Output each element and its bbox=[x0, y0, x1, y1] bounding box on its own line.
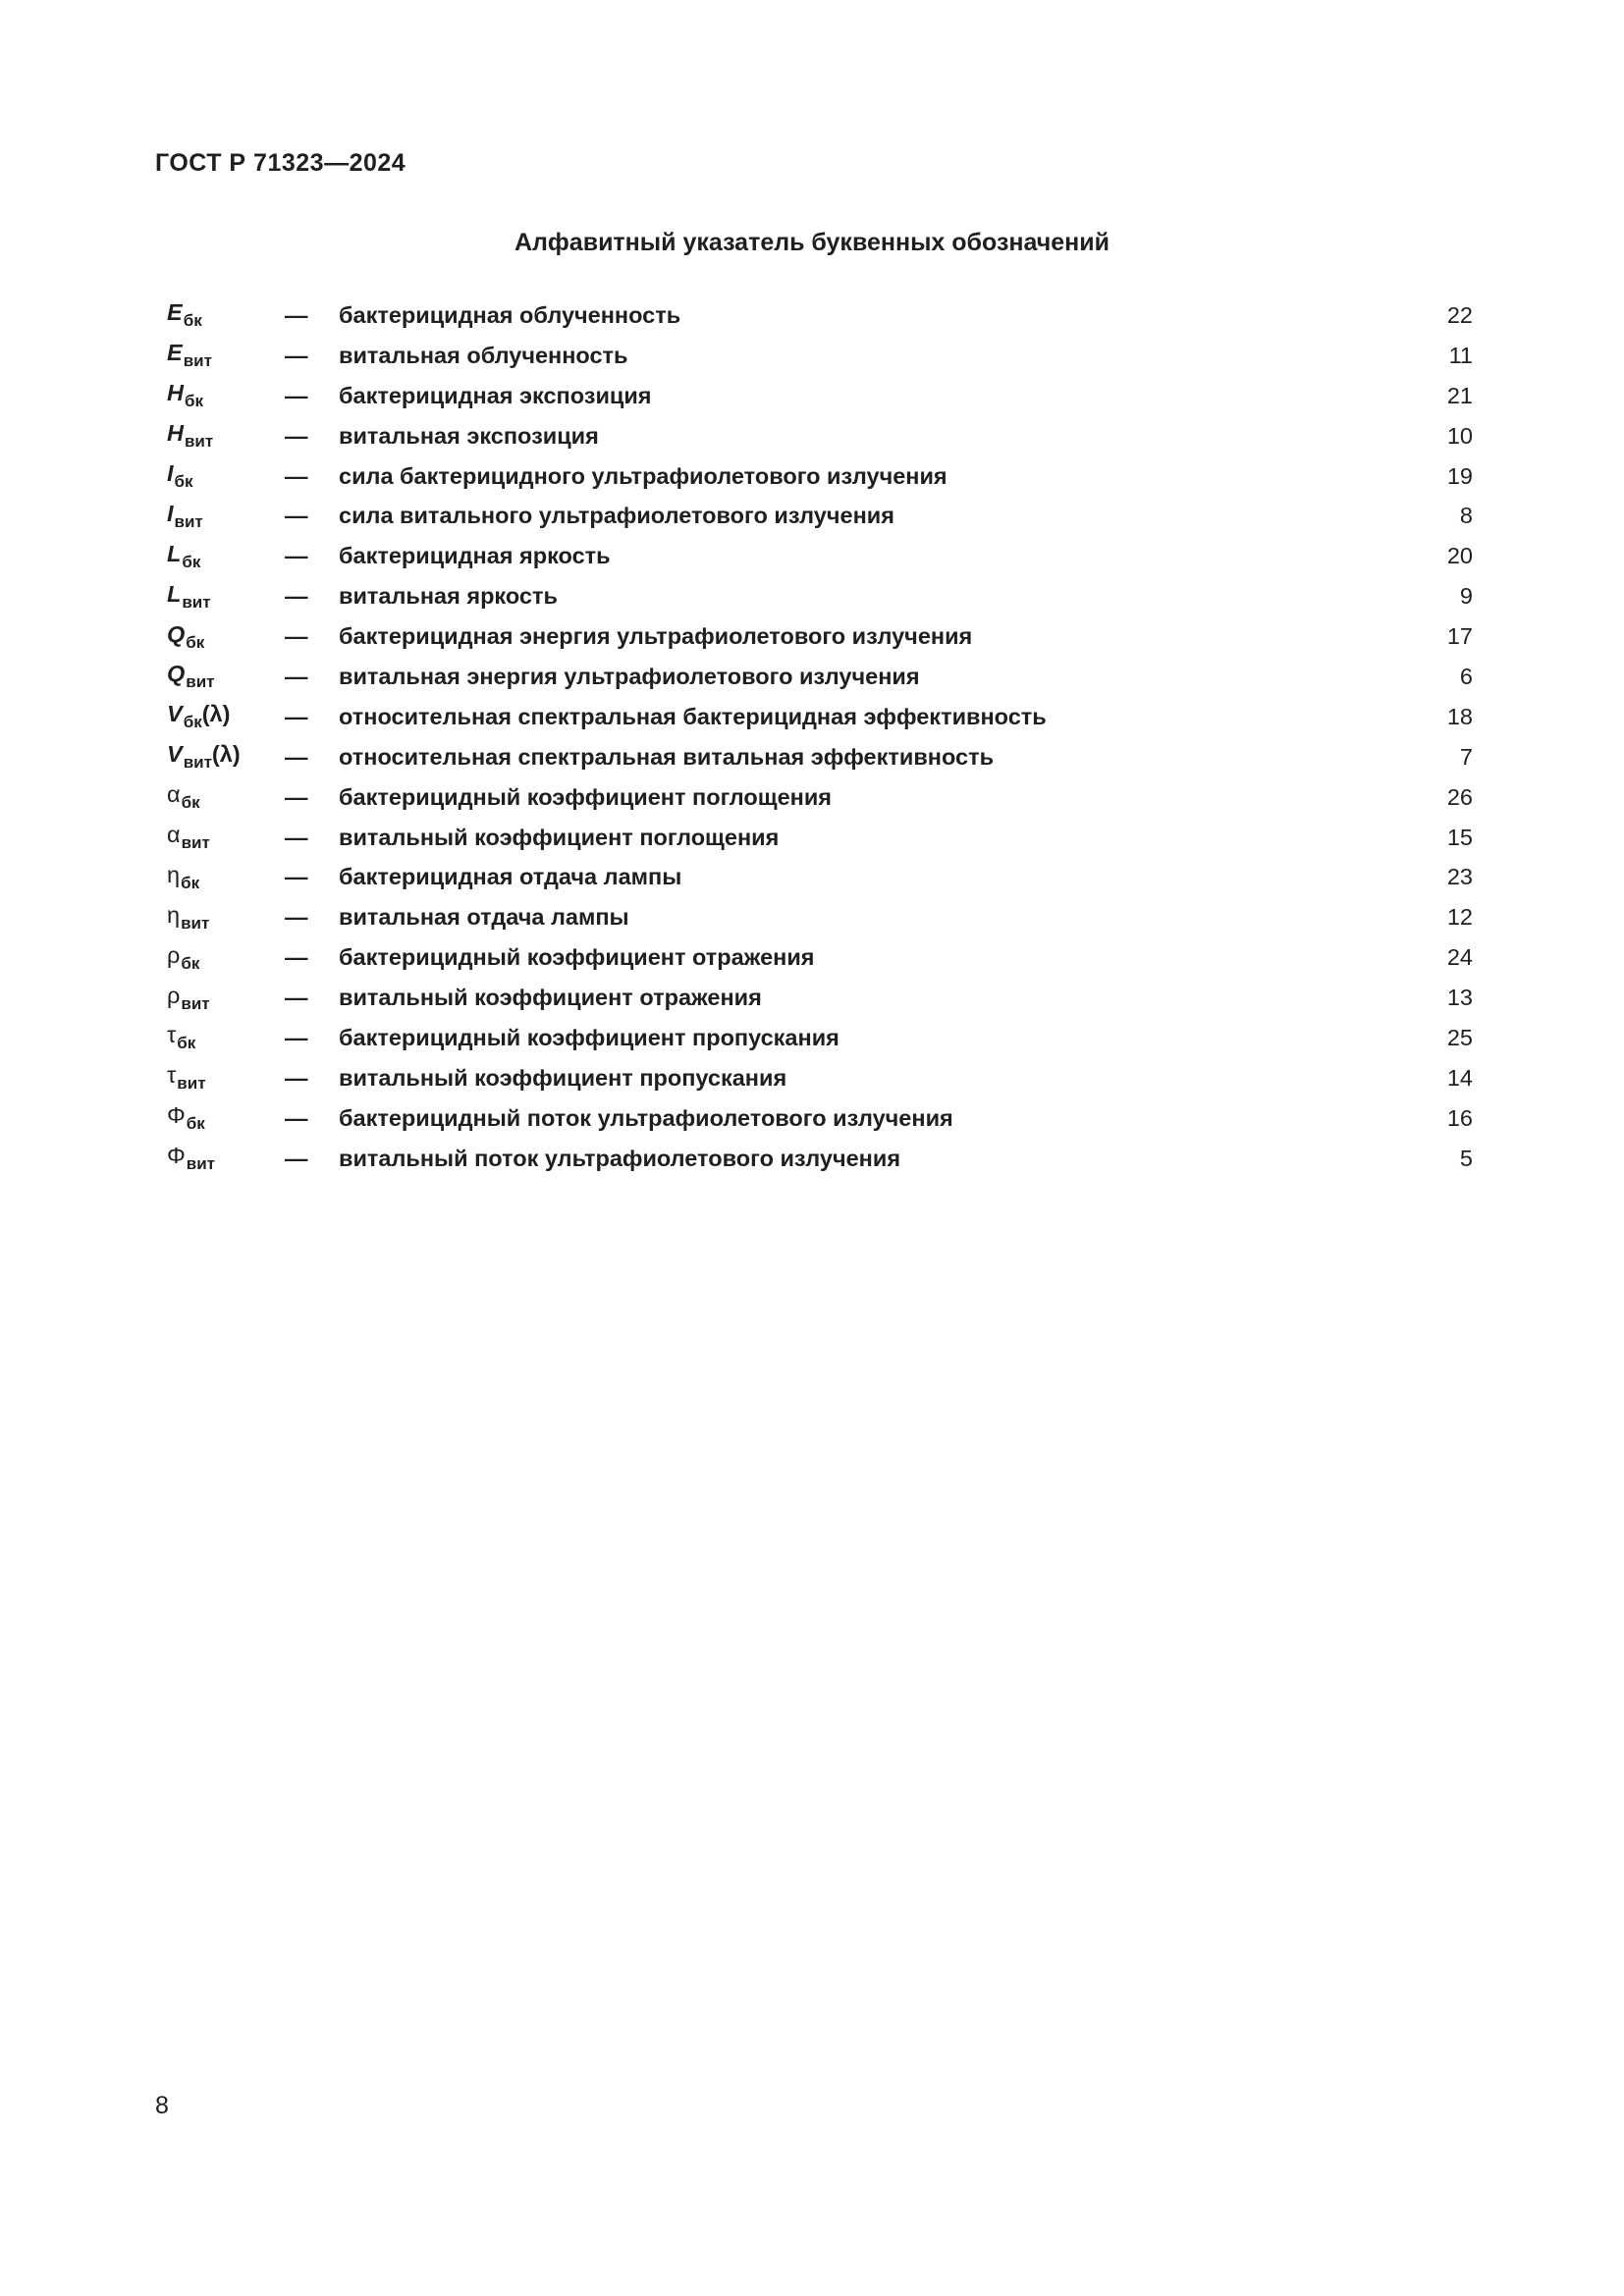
entry-symbol bbox=[167, 777, 285, 818]
index-entry-row bbox=[167, 818, 1473, 858]
entry-dash: — bbox=[285, 1064, 308, 1091]
symbol-subscript: бк bbox=[186, 1114, 205, 1134]
index-entry-row bbox=[167, 376, 1473, 416]
symbol-letter: L bbox=[167, 540, 182, 566]
entry-symbol bbox=[167, 697, 285, 737]
entry-symbol bbox=[167, 897, 285, 937]
entry-page-ref: 9 bbox=[1459, 583, 1473, 610]
symbol-letter: V bbox=[167, 701, 183, 727]
index-entry-row bbox=[167, 416, 1473, 456]
entry-description: бактерицидная облученность bbox=[339, 301, 681, 328]
entry-symbol bbox=[167, 857, 285, 897]
index-entry-row bbox=[167, 496, 1473, 536]
entry-symbol bbox=[167, 416, 285, 456]
entry-dash: — bbox=[285, 743, 308, 770]
index-entry-row bbox=[167, 978, 1473, 1018]
entry-dash: — bbox=[285, 824, 308, 850]
entry-dash: — bbox=[285, 864, 308, 890]
symbol-subscript: вит bbox=[181, 833, 210, 853]
symbol-index-body bbox=[167, 295, 1473, 1179]
entry-page-ref: 6 bbox=[1459, 663, 1473, 689]
symbol-subscript: бк bbox=[181, 953, 200, 973]
index-entry-row bbox=[167, 536, 1473, 576]
entry-description: бактерицидный коэффициент поглощения bbox=[339, 783, 832, 810]
entry-description: бактерицидная отдача лампы bbox=[339, 864, 682, 890]
entry-description: бактерицидная яркость bbox=[339, 543, 611, 569]
symbol-letter: L bbox=[167, 580, 182, 607]
entry-symbol bbox=[167, 1058, 285, 1098]
entry-symbol bbox=[167, 576, 285, 616]
entry-symbol bbox=[167, 818, 285, 858]
symbol-subscript: бк bbox=[181, 873, 200, 892]
symbol-letter: E bbox=[167, 299, 183, 326]
entry-symbol bbox=[167, 456, 285, 497]
entry-dash: — bbox=[285, 1024, 308, 1050]
entry-dash: — bbox=[285, 985, 308, 1011]
entry-page-ref: 13 bbox=[1446, 985, 1473, 1011]
entry-page-ref: 23 bbox=[1446, 864, 1473, 890]
symbol-letter: I bbox=[167, 460, 174, 486]
entry-page-ref: 8 bbox=[1459, 503, 1473, 529]
entry-symbol bbox=[167, 737, 285, 777]
entry-dash: — bbox=[285, 623, 308, 650]
entry-description: витальный коэффициент поглощения bbox=[339, 824, 780, 850]
entry-description: относительная спектральная витальная эффективность bbox=[339, 743, 995, 770]
entry-dash: — bbox=[285, 503, 308, 529]
symbol-letter: I bbox=[167, 500, 174, 526]
symbol-subscript: вит bbox=[184, 432, 214, 452]
entry-dash: — bbox=[285, 1145, 308, 1171]
entry-dash: — bbox=[285, 543, 308, 569]
entry-dash: — bbox=[285, 1104, 308, 1131]
entry-dash: — bbox=[285, 783, 308, 810]
entry-description: витальная облученность bbox=[339, 342, 628, 368]
entry-description: бактерицидная экспозиция bbox=[339, 382, 652, 408]
entry-dash: — bbox=[285, 301, 308, 328]
entry-dash: — bbox=[285, 462, 308, 489]
index-entry-row bbox=[167, 777, 1473, 818]
entry-page-ref: 19 bbox=[1446, 462, 1473, 489]
entry-description: бактерицидный коэффициент пропускания bbox=[339, 1024, 839, 1050]
symbol-subscript: вит bbox=[183, 351, 212, 371]
entry-dash: — bbox=[285, 583, 308, 610]
symbol-subscript: вит bbox=[186, 1154, 215, 1174]
symbol-suffix: (λ) bbox=[201, 701, 231, 727]
symbol-subscript: вит bbox=[181, 913, 210, 933]
symbol-subscript: вит bbox=[183, 753, 212, 773]
symbol-suffix: (λ) bbox=[211, 741, 241, 768]
entry-page-ref: 5 bbox=[1459, 1145, 1473, 1171]
entry-page-ref: 16 bbox=[1446, 1104, 1473, 1131]
symbol-subscript: вит bbox=[177, 1074, 206, 1094]
symbol-letter: η bbox=[167, 861, 181, 887]
symbol-letter: η bbox=[167, 901, 181, 928]
symbol-letter: Φ bbox=[167, 1102, 186, 1129]
entry-symbol bbox=[167, 536, 285, 576]
symbol-subscript: бк bbox=[186, 632, 205, 652]
symbol-subscript: бк bbox=[174, 472, 193, 491]
symbol-index-table bbox=[167, 295, 1473, 1179]
index-title: Алфавитный указатель буквенных обозначений bbox=[514, 229, 1110, 256]
document-code: ГОСТ Р 71323—2024 bbox=[155, 149, 406, 177]
index-entry-row bbox=[167, 1139, 1473, 1179]
entry-description: витальная отдача лампы bbox=[339, 904, 629, 931]
entry-page-ref: 10 bbox=[1446, 422, 1473, 449]
symbol-subscript: вит bbox=[182, 592, 211, 612]
index-entry-row bbox=[167, 456, 1473, 497]
entry-page-ref: 25 bbox=[1446, 1024, 1473, 1050]
page-number: 8 bbox=[155, 2092, 169, 2119]
symbol-letter: Q bbox=[167, 620, 186, 647]
entry-description: витальная яркость bbox=[339, 583, 558, 610]
entry-dash: — bbox=[285, 342, 308, 368]
symbol-letter: α bbox=[167, 822, 181, 848]
entry-page-ref: 21 bbox=[1446, 382, 1473, 408]
entry-dash: — bbox=[285, 944, 308, 971]
entry-dash: — bbox=[285, 663, 308, 689]
index-entry-row bbox=[167, 336, 1473, 376]
symbol-letter: H bbox=[167, 420, 184, 447]
entry-description: витальный коэффициент пропускания bbox=[339, 1064, 787, 1091]
entry-page-ref: 26 bbox=[1446, 783, 1473, 810]
entry-description: витальный поток ультрафиолетового излучения bbox=[339, 1145, 901, 1171]
entry-page-ref: 22 bbox=[1446, 301, 1473, 328]
entry-page-ref: 7 bbox=[1459, 743, 1473, 770]
index-entry-row bbox=[167, 1058, 1473, 1098]
symbol-letter: Q bbox=[167, 661, 186, 687]
index-entry-row bbox=[167, 737, 1473, 777]
index-entry-row bbox=[167, 657, 1473, 697]
entry-description: сила бактерицидного ультрафиолетового излучения bbox=[339, 462, 947, 489]
entry-symbol bbox=[167, 1098, 285, 1139]
symbol-letter: Φ bbox=[167, 1143, 186, 1169]
entry-symbol bbox=[167, 978, 285, 1018]
entry-description: сила витального ультрафиолетового излучения bbox=[339, 503, 894, 529]
symbol-subscript: бк bbox=[183, 713, 202, 732]
entry-dash: — bbox=[285, 422, 308, 449]
symbol-letter: V bbox=[167, 741, 183, 768]
symbol-subscript: бк bbox=[177, 1034, 196, 1053]
entry-description: бактерицидный поток ультрафиолетового излучения bbox=[339, 1104, 953, 1131]
entry-description: витальная экспозиция bbox=[339, 422, 599, 449]
entry-dash: — bbox=[285, 703, 308, 729]
index-entry-row bbox=[167, 1098, 1473, 1139]
entry-symbol bbox=[167, 1018, 285, 1058]
index-entry-row bbox=[167, 857, 1473, 897]
entry-symbol bbox=[167, 376, 285, 416]
entry-page-ref: 12 bbox=[1446, 904, 1473, 931]
symbol-subscript: бк bbox=[183, 311, 202, 331]
symbol-letter: H bbox=[167, 380, 184, 406]
symbol-letter: α bbox=[167, 781, 181, 808]
index-entry-row bbox=[167, 697, 1473, 737]
entry-symbol bbox=[167, 616, 285, 657]
symbol-letter: ρ bbox=[167, 982, 181, 1008]
entry-page-ref: 18 bbox=[1446, 703, 1473, 729]
entry-description: витальный коэффициент отражения bbox=[339, 985, 762, 1011]
symbol-subscript: вит bbox=[186, 672, 215, 692]
entry-symbol bbox=[167, 336, 285, 376]
entry-symbol bbox=[167, 1139, 285, 1179]
symbol-subscript: бк bbox=[181, 793, 200, 813]
entry-symbol bbox=[167, 496, 285, 536]
symbol-letter: τ bbox=[167, 1022, 177, 1048]
entry-page-ref: 14 bbox=[1446, 1064, 1473, 1091]
entry-page-ref: 17 bbox=[1446, 623, 1473, 650]
symbol-subscript: бк bbox=[182, 552, 201, 571]
entry-description: бактерицидная энергия ультрафиолетового излучения bbox=[339, 623, 973, 650]
entry-symbol bbox=[167, 657, 285, 697]
entry-page-ref: 11 bbox=[1448, 342, 1473, 368]
index-entry-row bbox=[167, 897, 1473, 937]
entry-description: относительная спектральная бактерицидная эффективность bbox=[339, 703, 1047, 729]
symbol-letter: ρ bbox=[167, 941, 181, 968]
entry-page-ref: 20 bbox=[1446, 543, 1473, 569]
index-entry-row bbox=[167, 1018, 1473, 1058]
entry-dash: — bbox=[285, 382, 308, 408]
entry-page-ref: 24 bbox=[1446, 944, 1473, 971]
symbol-subscript: бк bbox=[184, 392, 203, 411]
symbol-letter: τ bbox=[167, 1062, 177, 1089]
entry-description: витальная энергия ультрафиолетового излучения bbox=[339, 663, 920, 689]
entry-page-ref: 15 bbox=[1446, 824, 1473, 850]
entry-description: бактерицидный коэффициент отражения bbox=[339, 944, 815, 971]
entry-symbol bbox=[167, 295, 285, 336]
index-entry-row bbox=[167, 616, 1473, 657]
entry-symbol bbox=[167, 937, 285, 978]
index-entry-row bbox=[167, 576, 1473, 616]
symbol-subscript: вит bbox=[181, 993, 210, 1013]
symbol-subscript: вит bbox=[174, 511, 203, 531]
entry-dash: — bbox=[285, 904, 308, 931]
index-entry-row bbox=[167, 295, 1473, 336]
symbol-letter: E bbox=[167, 340, 183, 366]
index-entry-row bbox=[167, 937, 1473, 978]
